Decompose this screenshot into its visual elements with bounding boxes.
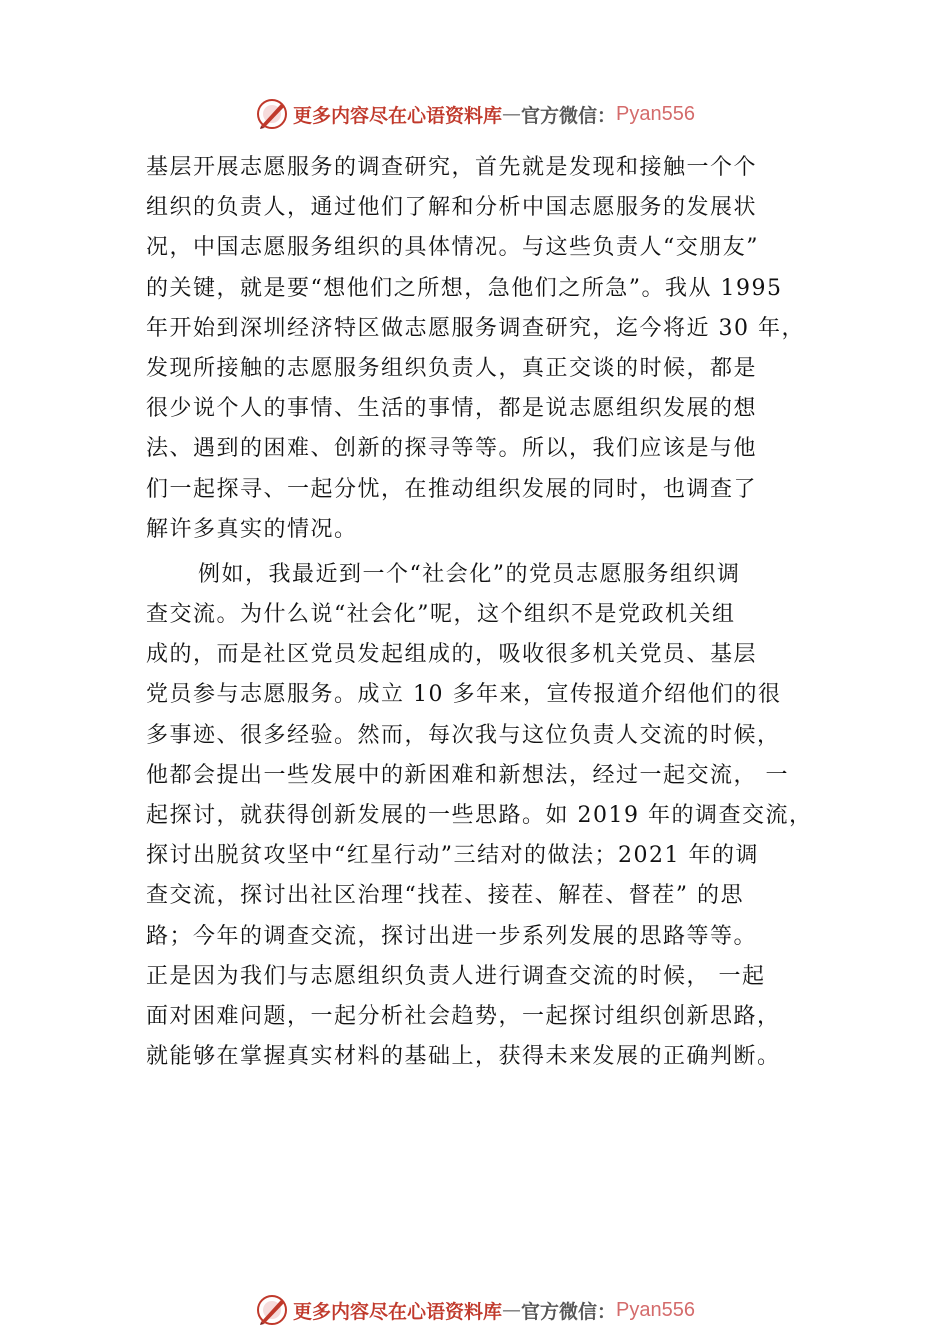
text-line: 组织的负责人，通过他们了解和分析中国志愿服务的发展状 (146, 195, 758, 221)
text-line: 就能够在掌握真实材料的基础上，获得未来发展的正确判断。 (146, 1044, 781, 1070)
paragraph-1 (146, 148, 826, 550)
text-line: 发现所接触的志愿服务组织负责人，真正交谈的时候，都是 (146, 355, 758, 381)
text-line: 多事迹、很多经验。然而，每次我与这位负责人交流的时候， (146, 722, 781, 748)
text-line: 况，中国志愿服务组织的具体情况。与这些负责人“交朋友” (146, 235, 759, 261)
text-line: 很少说个人的事情、生活的事情，都是说志愿组织发展的想 (146, 396, 758, 422)
watermark-main-text: 更多内容尽在心语资料库 (293, 104, 503, 127)
pen-logo-icon (255, 97, 289, 131)
text-line: 党员参与志愿服务。成立 10 多年来，宣传报道介绍他们的很 (146, 682, 782, 708)
text-line: 面对困难问题，一起分析社会趋势，一起探讨组织创新思路， (146, 1003, 781, 1029)
footer-watermark (0, 1290, 950, 1330)
text-line: 的关键，就是要“想他们之所想，急他们之所急”。我从 1995 (146, 275, 783, 301)
header-watermark (0, 94, 950, 134)
paragraph-2 (146, 555, 826, 1077)
text-line: 解许多真实的情况。 (146, 516, 358, 542)
text-line: 查交流，探讨出社区治理“找茬、接茬、解茬、督茬” 的思 (146, 883, 744, 909)
text-line: 基层开展志愿服务的调查研究，首先就是发现和接触一个个 (146, 155, 758, 180)
watermark-account-label: 官方微信： (521, 1300, 617, 1323)
text-line: 路；今年的调查交流，探讨出进一步系列发展的思路等等。 (146, 923, 758, 949)
document-body (146, 148, 826, 1077)
text-line: 们一起探寻、一起分忧，在推动组织发展的同时，也调查了 (146, 476, 758, 502)
watermark-account-label: 官方微信： (521, 104, 617, 127)
watermark-dash: — (502, 103, 522, 125)
text-line: 探讨出脱贫攻坚中“红星行动”三结对的做法；2021 年的调 (146, 843, 759, 869)
text-line: 法、遇到的困难、创新的探寻等等。所以，我们应该是与他 (146, 436, 758, 462)
text-line: 起探讨，就获得创新发展的一些思路。如 2019 年的调查交流， (146, 803, 813, 828)
text-line: 他都会提出一些发展中的新困难和新想法，经过一起交流， 一 (146, 762, 789, 788)
watermark-id: Pyan556 (616, 102, 695, 125)
watermark-main-text: 更多内容尽在心语资料库 (293, 1300, 503, 1323)
text-line: 成的，而是社区党员发起组成的，吸收很多机关党员、基层 (146, 642, 758, 668)
watermark-dash: — (502, 1299, 522, 1321)
text-line: 年开始到深圳经济特区做志愿服务调查研究，迄今将近 30 年， (146, 315, 805, 341)
watermark-id: Pyan556 (616, 1298, 695, 1321)
text-line: 例如，我最近到一个“社会化”的党员志愿服务组织调 (198, 561, 741, 587)
text-line: 查交流。为什么说“社会化”呢，这个组织不是党政机关组 (146, 602, 736, 628)
text-line: 正是因为我们与志愿组织负责人进行调查交流的时候， 一起 (146, 963, 766, 989)
pen-logo-icon (255, 1293, 289, 1327)
